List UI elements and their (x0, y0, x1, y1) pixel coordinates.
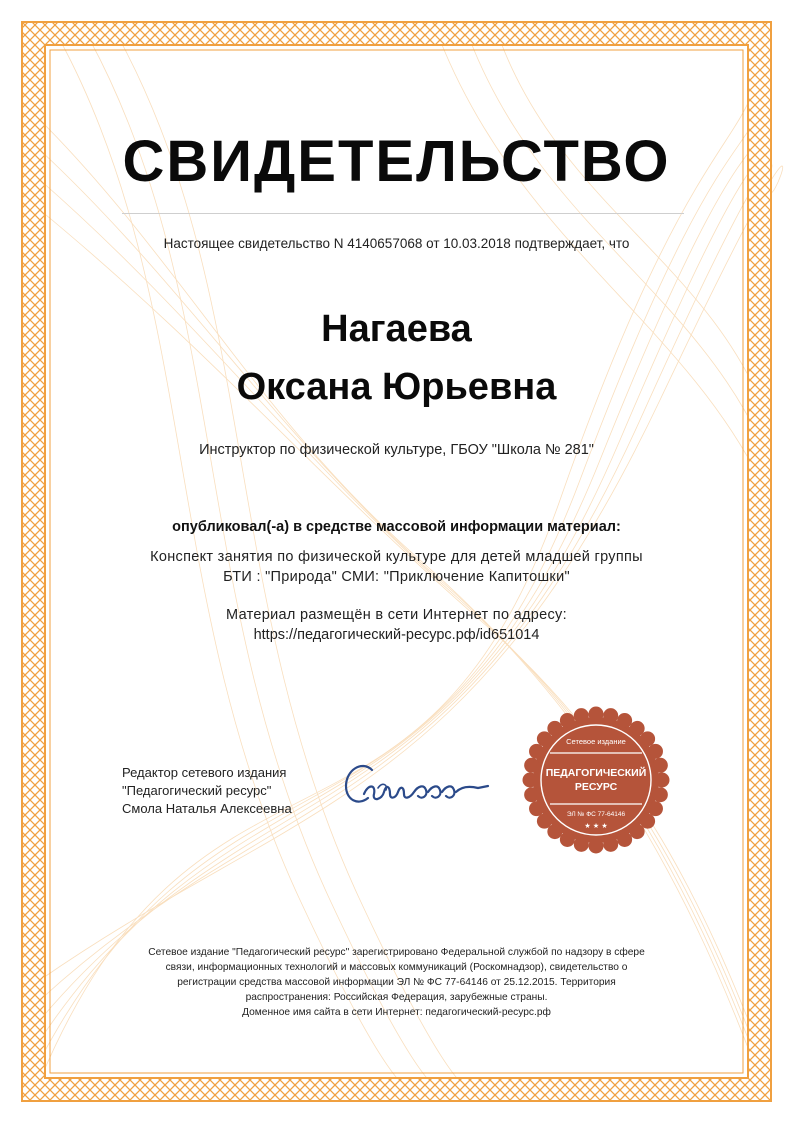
seal-stars-icon: ★ ★ ★ (584, 822, 608, 830)
footer-line2: связи, информационных технологий и массовых коммуникаций (Роскомнадзор), свидетельство о (165, 962, 628, 973)
seal-scallop (523, 773, 538, 788)
footer-line4: распространения: Российская Федерация, зарубежные страны. (245, 992, 548, 1003)
seal-top-text: Сетевое издание (566, 737, 626, 746)
editor-name: Смола Наталья Алексеевна (122, 801, 292, 816)
material-url: https://педагогический-ресурс.рф/id651014 (253, 627, 540, 643)
certificate-title: СВИДЕТЕЛЬСТВО (122, 129, 671, 194)
editor-block (122, 764, 292, 818)
seal-main-line1: ПЕДАГОГИЧЕСКИЙ (545, 767, 647, 779)
recipient-given-names: Оксана Юрьевна (236, 366, 557, 408)
recipient-surname: Нагаева (321, 308, 472, 350)
footer-line5: Доменное имя сайта в сети Интернет: педагогический-ресурс.рф (242, 1007, 551, 1018)
editor-line2: "Педагогический ресурс" (122, 783, 272, 798)
editor-line1: Редактор сетевого издания (122, 765, 287, 780)
certificate-intro: Настоящее свидетельство N 4140657068 от 10.03.2018 подтверждает, что (163, 236, 630, 251)
url-label: Материал размещён в сети Интернет по адресу: (226, 607, 567, 623)
seal-registration: ЭЛ № ФС 77-64146 (566, 811, 626, 818)
registration-footer (118, 945, 675, 1020)
material-title-line1: Конспект занятия по физической культуре для детей младшей группы (150, 549, 643, 565)
footer-line3: регистрации средства массовой информации ЭЛ № ФС 77-64146 от 25.12.2015. Территория (177, 977, 616, 988)
footer-line1: Сетевое издание "Педагогический ресурс" зарегистрировано Федеральной службой по надзору в сфере (148, 947, 645, 958)
seal-scallop (589, 707, 604, 722)
material-title-line2: БТИ : "Природа" СМИ: "Приключение Капитошки" (223, 569, 570, 585)
seal-scallop (655, 773, 670, 788)
seal-main-line2: РЕСУРС (574, 781, 618, 793)
published-heading: опубликовал(-а) в средстве массовой информации материал: (172, 519, 621, 535)
seal-scallop (589, 839, 604, 854)
publisher-seal (520, 700, 672, 862)
title-divider (122, 213, 684, 214)
recipient-position: Инструктор по физической культуре, ГБОУ "Школа № 281" (199, 442, 594, 458)
handwritten-signature-icon (338, 748, 498, 818)
